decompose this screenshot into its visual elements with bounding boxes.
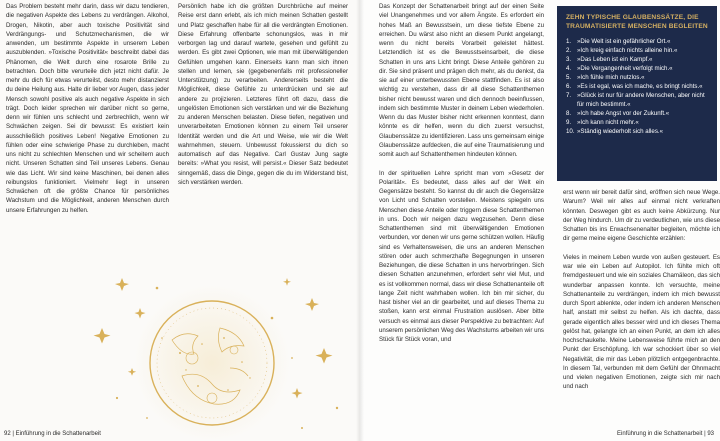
left-column-2 — [178, 2, 348, 262]
list-item: 6. »Es ist egal, was ich mache, es bringt nichts.« — [566, 83, 703, 91]
paragraph: Vieles in meinem Leben wurde von außen gesteuert. Es war wie ein Leben auf Autopilot. Ich fühlte mich oft fremdgesteuert und wie ein soziales Chamäleon, das sich wunderbar anpassen konnte. Ich versuchte, meine Schattenanteile zu verdrängen, indem ich mich bewusst durch Sport ablenkte, oder indem ich anderen Menschen half, anstatt mir selbst zu helfen. Als ich dachte, dass gerade eigentlich alles besser wird und ich dieses Thema gelöst hat, gelangte ich an einen Punkt, an dem ich alles hochschaukelte. Meine Lebensweise führte mich an den Punkt der Erschöpfung. Ich war schockiert über so viel Negativität, die mir das Leben plötzlich entgegenbrachte. In diesem Tal, verbunden mit dem Gefühl der Ohnmacht und vielen negativen Emotionen, zeigte sich mir nach und nach — [563, 253, 720, 391]
right-column-2 — [563, 188, 720, 433]
belief-list — [566, 37, 709, 136]
list-item: 9. »Ich kann nicht mehr.« — [566, 119, 639, 127]
moon-icon — [134, 285, 290, 441]
paragraph: In der spirituellen Lehre spricht man vom »Gesetz der Polarität«. Es bedeutet, dass alles auf der Welt ein Gegensätze besteht. So kannst du dir auch die Gegensätze von Licht und Schatten vorstellen. Meistens spiegeln uns Menschen diese Anteile oder triggern diese Schattenthemen in uns. Doch wir neigen dazu wegzusehen. Denn diese Schattenthemen sind mit überwältigenden Emotionen verbunden, vor denen wir uns gerne schützen wollen. Häufig sind es Verhaltensweisen, die uns an anderen Menschen stören oder auch schmerzhafte Begegnungen in unseren Beziehungen, die diese Schatten in uns hervorbringen. Sich diesen Schatten anzunehmen, erfordert sehr viel Mut, und es ist vollkommen normal, dass wir diese Schattenanteile oft lange Zeit nicht wahrhaben wollen. Ich bin mir sicher, du hast bisher viel an dir gearbeitet, und auf dieses Thema zu stoßen, kann erst einmal Frustration auslösen. Aber bitte versuch es einmal aus dieser Perspektive zu betrachten: Auf unserem persönlichen Weg des Wachstums arbeiten wir uns Stück für Stück voran, und — [379, 169, 544, 343]
list-item: 4. »Die Vergangenheit verfolgt mich.« — [566, 65, 673, 73]
list-item: 1. »Die Welt ist ein gefährlicher Ort.« — [566, 38, 671, 46]
list-item: 3. »Das Leben ist ein Kampf.« — [566, 56, 653, 64]
paragraph: Persönlich habe ich die größten Durchbrüche auf meiner Reise erst dann erlebt, als ich mich meinen Schatten gestellt und Platz geschaffen habe für all die verdrängten Emotionen. Diese Erfahrung offenbarte schonungslos, was in mir verborgen lag und darauf wartete, gesehen und gefühlt zu werden. Es gibt zwei Optionen, wie man mit überwältigenden Gefühlen umgehen kann. Einerseits kann man sich ihnen stellen und lernen, sie (gegebenenfalls mit professioneller Unterstützung) zu verarbeiten. Andererseits besteht die Möglichkeit, diese Gefühle zu unterdrücken und sie auf andere zu projizieren. Letzteres führt oft dazu, dass die ungelösten Emotionen sich verstärken und wir die Beziehung zu anderen Menschen belasten. Diese tiefen, negativen und unverarbeiteten Emotionen können zu einem Teil unserer Identität werden und die Art und Weise, wie wir die Welt wahrnehmen, steuern. Unbewusst fokussierst du dich so automatisch auf das Negative. Carl Gustav Jung sagte bereits: »What you resist, will persist.« Dieser Satz bedeutet sinngemäß, dass die Dinge, gegen die du im Widerstand bist, sich verstärken werden. — [178, 3, 348, 186]
list-item: 5. »Ich fühle mich nutzlos.« — [566, 74, 645, 82]
paragraph: Das Problem besteht mehr darin, dass wir dazu tendieren, die negativen Aspekte des Lebens zu verdrängen. Alkohol, Drogen, Nikotin, aber auch toxische Positivität sind Verdrängungs- und Schutzmechanismen, die wir anwenden, um bestimmte Aspekte in unserem Leben auszublenden. »Toxische Positivität« beschreibt dabei das Phänomen, die Welt durch eine rosarote Brille zu betrachten. Doch bitte verurteile dich jetzt nicht dafür. Je mehr du dich für etwas verurteilst, desto mehr distanzierst du deine Heilung aus. Halte dir lieber vor Augen, dass jeder Mensch sowohl positive als auch negative Aspekte in sich trägt. Doch leider sprechen wir darüber nicht so gerne, denn wir fühlen uns schlecht und zerbrechlich, wenn wir Schwächen zeigen. Sei dir bewusst: Es existiert kein ausschließlich positives Leben! Negative Emotionen zu fühlen oder eine schwierige Phase zu durchleben, macht uns nicht zu schlechten Menschen und wir scheitern auch nicht. Unseren Schatten sind Teil unseres Lebens. Genau wie das Licht. Wir sind keine Maschinen, bei denen alles reibungslos funktioniert. Vielmehr liegt in unseren Schwächen oft die größte Chance für persönliches Wachstum und die Möglichkeit, anderen Menschen durch unsere Erfahrungen zu helfen. — [6, 3, 169, 214]
page-footer-left: 92 | Einführung in die Schattenarbeit — [4, 431, 101, 437]
list-item: 8. »Ich habe Angst vor der Zukunft.« — [566, 110, 670, 118]
paragraph: erst wenn wir bereit dafür sind, eröffnen sich neue Wege. Warum? Weil wir alles auf einmal nicht verkraften könnten. Deswegen gibt es auch keine Abkürzung. Nur der Weg hindurch. Um dir zu verdeutlichen, wie uns diese Schatten bis ins Erwachsenenalter begleiten, möchte ich dir gerne meine eigene Geschichte erzählen: — [563, 189, 720, 243]
belief-callout-box — [557, 6, 717, 181]
page-footer-right: Einführung in die Schattenarbeit | 93 — [617, 431, 714, 437]
list-item: 10. »Ständig wiederholt sich alles.« — [566, 128, 664, 136]
right-page — [360, 0, 720, 441]
list-item: 2. »Ich kreig einfach nichts alleine hin.« — [566, 47, 678, 55]
callout-title: ZEHN TYPISCHE GLAUBENSSÄTZE, DIE TRAUMATISIERTE MENSCHEN BEGLEITEN — [566, 14, 708, 30]
book-gutter — [356, 0, 364, 441]
moon-stars-illustration — [62, 258, 360, 441]
right-column-1 — [379, 2, 544, 427]
list-item: 7. »Glück ist nur für andere Menschen, aber nicht für mich bestimmt.« — [566, 92, 705, 109]
paragraph: Das Konzept der Schattenarbeit bringt auf der einen Seite viel Unangenehmes und vor allem Ängste. Es erfordert ein hohes Maß an Bewusstsein, um diese tiefste Ebene zu erreichen. Du wärst also nicht an diesem Punkt angelangt, wenn du nicht bereits Vorarbeit geleistet hättest. Letztendlich ist es die Bewusstseinsarbeit, die diese Schatten in uns ans Licht bringt. Diese Anteile gehören zu dir. Sie sind präsent und prägen dich mehr, als du denkst, da sie auf einer unterbewussten Ebene stattfinden. Es ist also wichtig zu verstehen, dass dir all diese Schattenthemen bisher nicht bewusst waren und dich dennoch beeinflussen, indem sich bestimmte Muster in deinem Leben wiederholen. Wenn du das Muster bisher nicht erkennen konntest, dann könnte es dir helfen, wenn du dich zuerst versuchst, Glaubenssätze zu identifizieren. Lass uns gemeinsam einige Glaubenssätze aufdecken, die auf eine Traumatisierung und somit auch auf Schattenthemen hindeuten können. — [379, 3, 544, 158]
